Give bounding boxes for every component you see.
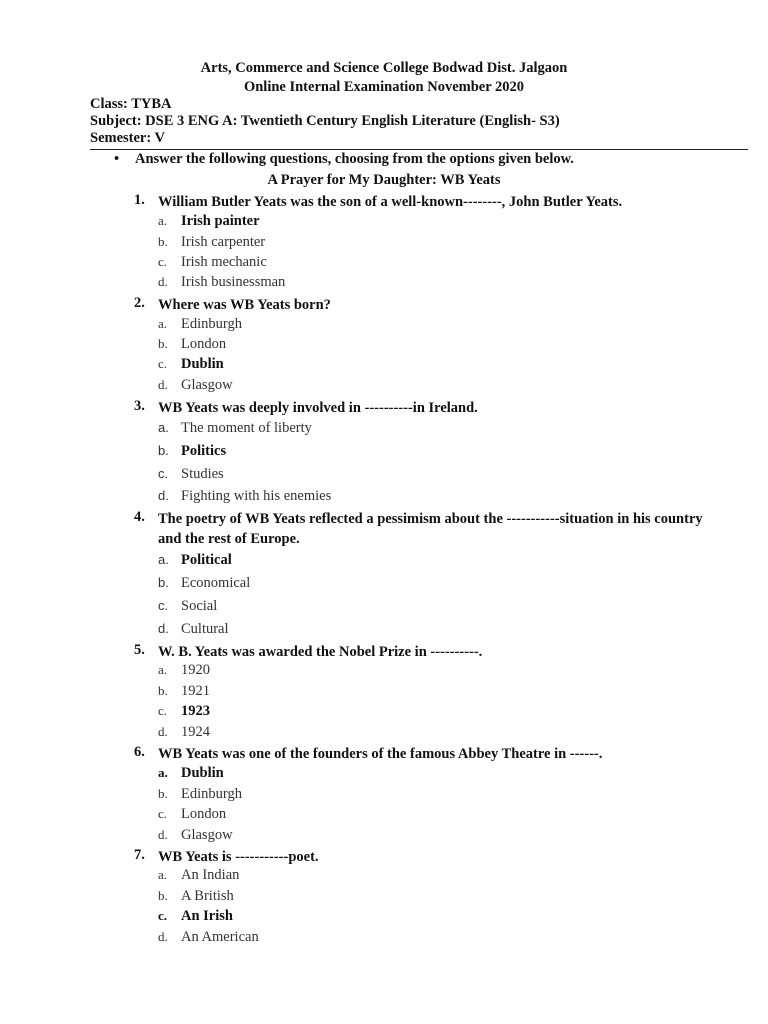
option-text: Edinburgh <box>181 316 242 332</box>
option-letter: d. <box>158 621 169 636</box>
option-letter: b. <box>158 234 168 249</box>
option-text: Irish mechanic <box>181 254 267 270</box>
option-text: Irish painter <box>181 213 260 229</box>
option-letter: d. <box>158 929 168 944</box>
option-text: The moment of liberty <box>181 420 312 436</box>
option-letter: b. <box>158 443 169 458</box>
option-letter: a. <box>158 213 168 228</box>
section-title: A Prayer for My Daughter: WB Yeats <box>267 172 501 188</box>
question-text: WB Yeats was deeply involved in ----------in Ireland. <box>158 400 478 416</box>
option-text: 1920 <box>181 662 210 678</box>
option-letter: a. <box>158 420 169 435</box>
option-text: Dublin <box>181 356 224 372</box>
question-text: Where was WB Yeats born? <box>158 297 331 313</box>
question-text: The poetry of WB Yeats reflected a pessimism about the -----------situation in his country and the rest of Europe. <box>158 511 703 547</box>
question-number: 1. <box>134 192 145 208</box>
option-text: Political <box>181 552 232 568</box>
option-letter: a. <box>158 662 168 677</box>
option-letter: c. <box>158 703 168 718</box>
header-divider <box>90 149 748 150</box>
option-letter: a. <box>158 867 168 882</box>
bullet-icon: • <box>114 151 120 167</box>
option-letter: d. <box>158 377 168 392</box>
semester-line: Semester: V <box>90 130 166 146</box>
option-text: 1921 <box>181 683 210 699</box>
option-text: Irish carpenter <box>181 234 266 250</box>
option-letter: c. <box>158 466 169 481</box>
option-letter: c. <box>158 908 168 923</box>
option-text: 1923 <box>181 703 210 719</box>
option-letter: b. <box>158 575 169 590</box>
question-number: 7. <box>134 847 145 863</box>
instruction-text: Answer the following questions, choosing from the options given below. <box>135 151 574 167</box>
subject-line: Subject: DSE 3 ENG A: Twentieth Century English Literature (English- S3) <box>90 113 560 129</box>
question-number: 4. <box>134 509 145 525</box>
option-letter: b. <box>158 336 168 351</box>
option-letter: a. <box>158 552 169 567</box>
option-text: Studies <box>181 466 224 482</box>
question-number: 5. <box>134 642 145 658</box>
option-text: An Indian <box>181 867 240 883</box>
option-text: Social <box>181 598 218 614</box>
question-number: 3. <box>134 398 145 414</box>
option-text: Dublin <box>181 765 224 781</box>
option-letter: a. <box>158 316 168 331</box>
exam-title: Online Internal Examination November 2020 <box>243 79 525 95</box>
option-letter: c. <box>158 598 169 613</box>
question-text: W. B. Yeats was awarded the Nobel Prize in ----------. <box>158 644 483 660</box>
option-text: Edinburgh <box>181 786 242 802</box>
question-number: 2. <box>134 295 145 311</box>
option-text: Irish businessman <box>181 274 286 290</box>
option-letter: d. <box>158 827 168 842</box>
class-line: Class: TYBA <box>90 96 172 112</box>
option-text: Economical <box>181 575 251 591</box>
option-text: Cultural <box>181 621 229 637</box>
option-letter: c. <box>158 806 168 821</box>
question-text: WB Yeats was one of the founders of the famous Abbey Theatre in ------. <box>158 746 603 762</box>
option-text: London <box>181 336 227 352</box>
question-number: 6. <box>134 744 145 760</box>
option-letter: c. <box>158 356 168 371</box>
option-text: Glasgow <box>181 827 233 843</box>
option-letter: a. <box>158 765 168 780</box>
option-text: Politics <box>181 443 227 459</box>
option-letter: d. <box>158 274 168 289</box>
option-text: Fighting with his enemies <box>181 488 332 504</box>
option-text: Glasgow <box>181 377 233 393</box>
option-text: An Irish <box>181 908 233 924</box>
option-letter: b. <box>158 888 168 903</box>
question-text: William Butler Yeats was the son of a well-known--------, John Butler Yeats. <box>158 194 623 210</box>
question-text: WB Yeats is -----------poet. <box>158 849 319 865</box>
option-letter: b. <box>158 683 168 698</box>
option-text: 1924 <box>181 724 210 740</box>
option-letter: b. <box>158 786 168 801</box>
option-text: An American <box>181 929 259 945</box>
option-letter: c. <box>158 254 168 269</box>
option-text: A British <box>181 888 234 904</box>
option-letter: d. <box>158 488 169 503</box>
option-letter: d. <box>158 724 168 739</box>
option-text: London <box>181 806 227 822</box>
college-name: Arts, Commerce and Science College Bodwad Dist. Jalgaon <box>200 60 568 76</box>
